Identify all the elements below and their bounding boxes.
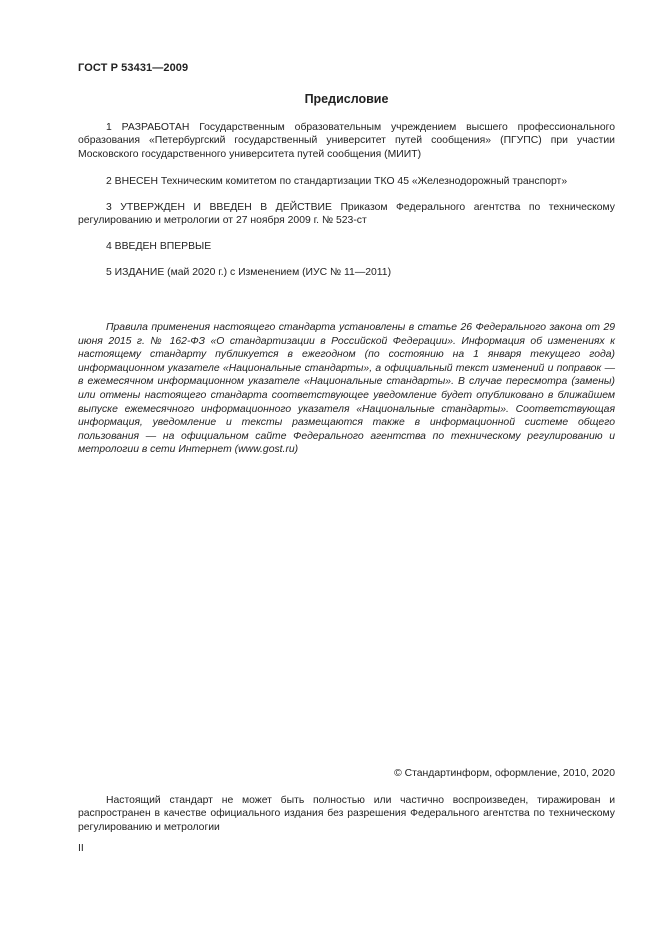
copyright-line: © Стандартинформ, оформление, 2010, 2020 xyxy=(394,768,615,779)
reproduction-notice: Настоящий стандарт не может быть полностью или частично воспроизведен, тиражирован и распространен в качестве официального издания без разрешения Федерального агентства по техническому регулированию и метрологии xyxy=(78,795,615,833)
foreword-item-3: 3 УТВЕРЖДЕН И ВВЕДЕН В ДЕЙСТВИЕ Приказом Федерального агентства по техническому регулированию и метрологии от 27 ноября 2009 г. № 523-ст xyxy=(78,202,615,227)
foreword-item-4: 4 ВВЕДЕН ВПЕРВЫЕ xyxy=(106,241,212,252)
rules-notice: Правила применения настоящего стандарта установлены в статье 26 Федерального закона от 29 июня 2015 г. № 162-ФЗ «О стандартизации в Российской Федерации». Информация об изменениях к настоящему стандарту публикуется в ежегодном (по состоянию на 1 января текущего года) информационном указателе «Национальные стандарты», а официальный текст изменений и поправок — в ежемесячном информационном указателе «Национальные стандарты». В случае пересмотра (замены) или отмены настоящего стандарта соответствующее уведомление будет опубликовано в ближайшем выпуске ежемесячного информационного указателя «Национальные стандарты». Соответствующая информация, уведомление и тексты размещаются также в информационной системе общего пользования — на официальном сайте Федерального агентства по техническому регулированию и метрологии в сети Интернет (www.gost.ru) xyxy=(78,322,615,456)
page-title xyxy=(0,92,661,106)
foreword-item-5: 5 ИЗДАНИЕ (май 2020 г.) с Изменением (ИУС № 11—2011) xyxy=(106,267,392,278)
standard-code: ГОСТ Р 53431—2009 xyxy=(78,62,189,74)
foreword-item-1: 1 РАЗРАБОТАН Государственным образовательным учреждением высшего профессионального образования «Петербургский государственный университет путей сообщения» (ПГУПС) при участии Московского государственного университета путей сообщения (МИИТ) xyxy=(78,122,615,160)
page-title-text: Предисловие xyxy=(304,92,389,106)
foreword-item-2: 2 ВНЕСЕН Техническим комитетом по стандартизации ТКО 45 «Железнодорожный транспорт» xyxy=(106,176,568,187)
page-number: II xyxy=(78,843,84,854)
